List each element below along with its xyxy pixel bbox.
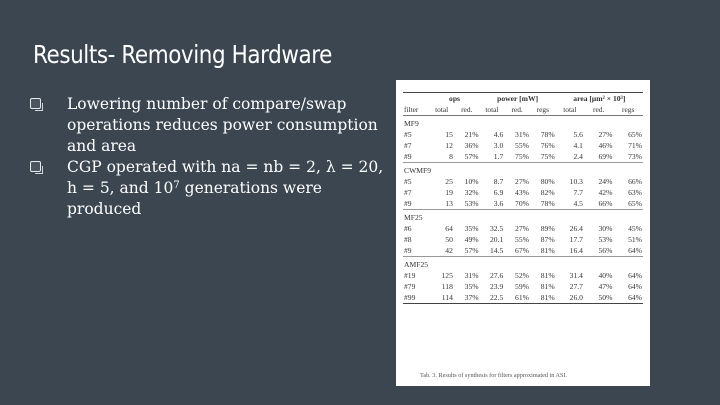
group-power: power [mW]	[497, 94, 539, 103]
table-cell: 57%	[464, 246, 479, 255]
table-cell: #5	[404, 130, 412, 139]
table-cell: 65%	[628, 130, 642, 139]
table-cell: 55%	[515, 235, 529, 244]
table-cell: 5.6	[573, 130, 583, 139]
table-cell: 35%	[464, 224, 479, 233]
checkbox-bullet-icon	[30, 161, 41, 172]
table-row	[403, 151, 643, 163]
table-cell: 64%	[628, 271, 642, 280]
table-row	[403, 187, 643, 198]
section-label: MF9	[403, 116, 643, 130]
table-cell: #8	[404, 235, 412, 244]
table-cell: 114	[429, 292, 453, 304]
group-ops: ops	[449, 94, 460, 103]
table-cell: 64%	[628, 246, 642, 255]
table-cell: 75%	[515, 152, 529, 161]
table-cell: 37%	[454, 292, 480, 304]
table-cell: #19	[404, 271, 416, 280]
table-cell: 27%	[515, 177, 529, 186]
table-column-header	[403, 104, 643, 116]
table-cell: 42%	[598, 188, 613, 197]
table-cell: 45%	[628, 224, 642, 233]
section-label: MF25	[403, 210, 643, 224]
table-row	[403, 292, 643, 304]
table-cell: 2.4	[573, 152, 583, 161]
table-cell: 49%	[464, 235, 479, 244]
table-cell: 52%	[515, 271, 529, 280]
table-cell: 75%	[540, 152, 555, 161]
table-cell: 82%	[540, 188, 555, 197]
column-header: regs	[530, 104, 556, 116]
table-cell: 57%	[464, 152, 479, 161]
section-label: AMF25	[403, 257, 643, 271]
table-cell: #7	[404, 188, 412, 197]
table-cell: 42	[445, 246, 453, 255]
table-cell: 43%	[515, 188, 529, 197]
table-cell: 1.7	[493, 152, 504, 161]
table-cell: 25	[445, 177, 453, 186]
table-cell: #9	[404, 246, 412, 255]
table-cell: 40%	[598, 271, 613, 280]
table-cell: 27%	[515, 224, 529, 233]
table-cell: 81%	[530, 292, 556, 304]
table-cell: 61%	[504, 292, 530, 304]
section-label: CWMF9	[403, 163, 643, 177]
bullet-item	[30, 94, 390, 157]
column-header: total	[556, 104, 584, 116]
table-cell: 4.1	[573, 141, 583, 150]
table-cell: #79	[404, 282, 416, 291]
table-cell: #6	[404, 224, 412, 233]
table-cell: 55%	[515, 141, 529, 150]
checkbox-bullet-icon	[30, 98, 41, 109]
table-cell: 32%	[464, 188, 479, 197]
table-cell: 53%	[464, 199, 479, 208]
table-cell: 66%	[598, 199, 613, 208]
table-cell: 10%	[464, 177, 479, 186]
table-cell: 78%	[540, 130, 555, 139]
table-cell: 14.5	[489, 246, 504, 255]
table-row	[403, 223, 643, 234]
table-cell: #9	[404, 152, 412, 161]
table-cell: #9	[404, 199, 412, 208]
table-cell: #7	[404, 141, 412, 150]
table-cell: 4.6	[493, 130, 504, 139]
column-header: total	[429, 104, 453, 116]
table-cell: 15	[445, 130, 453, 139]
table-row	[403, 281, 643, 292]
table-group-header	[403, 93, 643, 105]
column-header: regs	[613, 104, 643, 116]
table-cell: 56%	[598, 246, 613, 255]
table-cell: 89%	[540, 224, 555, 233]
bullet-text: CGP operated with na = nb = 2, λ = 20, h = 5, and 10	[67, 158, 384, 197]
table-cell: 71%	[628, 141, 642, 150]
table-cell: 87%	[540, 235, 555, 244]
table-cell: 65%	[628, 199, 642, 208]
slide-title: Results- Removing Hardware	[33, 40, 332, 69]
results-table	[403, 92, 643, 304]
table-cell: 4.5	[573, 199, 583, 208]
table-cell: 66%	[628, 177, 642, 186]
table-cell: 22.5	[480, 292, 505, 304]
table-cell: 12	[445, 141, 453, 150]
column-header: red.	[454, 104, 480, 116]
table-cell: 30%	[598, 224, 613, 233]
table-cell: 51%	[628, 235, 642, 244]
table-cell: 53%	[598, 235, 613, 244]
bullet-item	[30, 157, 390, 220]
table-cell: 13	[445, 199, 453, 208]
section-row	[403, 116, 643, 130]
table-cell: 70%	[515, 199, 529, 208]
table-cell: 64%	[628, 282, 642, 291]
table-cell: 118	[441, 282, 453, 291]
table-cell: 35%	[464, 282, 479, 291]
table-cell: #5	[404, 177, 412, 186]
table-cell: 64	[445, 224, 453, 233]
table-row	[403, 270, 643, 281]
table-cell: 50%	[584, 292, 613, 304]
table-cell: 50	[445, 235, 453, 244]
table-cell: 67%	[515, 246, 529, 255]
table-cell: 125	[441, 271, 453, 280]
section-row	[403, 163, 643, 177]
table-row	[403, 245, 643, 257]
table-cell: 59%	[515, 282, 529, 291]
table-row	[403, 140, 643, 151]
table-cell: 7.7	[573, 188, 583, 197]
table-cell: 73%	[628, 152, 642, 161]
table-caption: Tab. 3. Results of synthesis for filters approximated in ASI.	[420, 372, 568, 379]
table-cell: 16.4	[569, 246, 583, 255]
table-row	[403, 176, 643, 187]
table-body	[403, 116, 643, 304]
table-cell: 8	[449, 152, 453, 161]
table-cell: 23.9	[489, 282, 504, 291]
column-header: red.	[584, 104, 613, 116]
table-cell: 8.7	[493, 177, 504, 186]
table-cell: 17.7	[569, 235, 583, 244]
bullet-list	[30, 94, 390, 220]
table-cell: 31.4	[569, 271, 583, 280]
table-cell: #99	[403, 292, 429, 304]
table-cell: 78%	[540, 199, 555, 208]
table-cell: 64%	[613, 292, 643, 304]
bullet-text-tail: generations were produced	[67, 179, 322, 218]
table-row	[403, 234, 643, 245]
column-header: total	[480, 104, 505, 116]
table-cell: 81%	[540, 246, 555, 255]
table-cell: 69%	[598, 152, 613, 161]
table-cell: 31%	[515, 130, 529, 139]
table-cell: 36%	[464, 141, 479, 150]
table-cell: 27%	[598, 130, 613, 139]
column-header: filter	[403, 104, 429, 116]
table-cell: 46%	[598, 141, 613, 150]
section-row	[403, 210, 643, 224]
table-row	[403, 198, 643, 210]
section-row	[403, 257, 643, 271]
group-area: area [μm² × 10³]	[573, 94, 626, 103]
table-cell: 27.6	[489, 271, 504, 280]
table-cell: 19	[445, 188, 453, 197]
table-cell: 63%	[628, 188, 642, 197]
table-cell: 10.3	[569, 177, 583, 186]
table-cell: 24%	[598, 177, 613, 186]
table-cell: 80%	[540, 177, 555, 186]
table-cell: 32.5	[489, 224, 504, 233]
table-cell: 27.7	[569, 282, 583, 291]
bullet-text: Lowering number of compare/swap operations reduces power consumption and area	[67, 95, 378, 155]
table-cell: 6.9	[493, 188, 504, 197]
table-cell: 3.6	[493, 199, 504, 208]
exponent: 7	[173, 180, 180, 191]
table-cell: 76%	[540, 141, 555, 150]
table-cell: 20.1	[489, 235, 504, 244]
table-cell: 81%	[540, 282, 555, 291]
table-cell: 26.0	[556, 292, 584, 304]
table-cell: 31%	[464, 271, 479, 280]
table-row	[403, 129, 643, 140]
table-cell: 3.0	[493, 141, 504, 150]
table-cell: 47%	[598, 282, 613, 291]
table-cell: 26.4	[569, 224, 583, 233]
table-cell: 81%	[540, 271, 555, 280]
column-header: red.	[504, 104, 530, 116]
table-cell: 21%	[464, 130, 479, 139]
results-table-figure	[396, 80, 650, 386]
